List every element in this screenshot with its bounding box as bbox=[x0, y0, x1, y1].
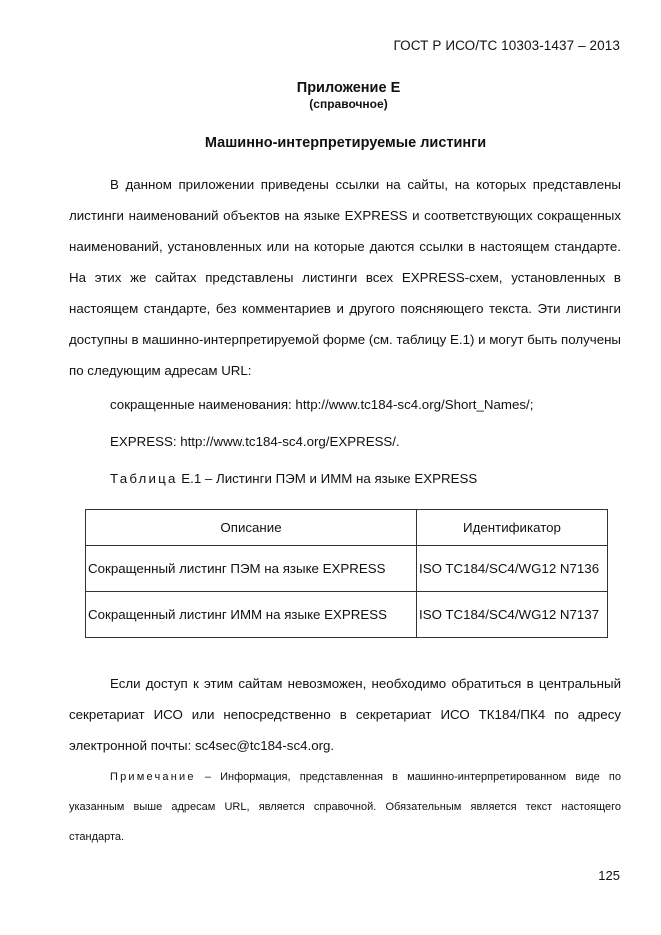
appendix-subtitle: (справочное) bbox=[309, 97, 388, 111]
note-text: – Информация, представленная в машинно-интерпретированном виде по указанным выше адресам URL, является справочной. Обязательным является текст настоящего стандарта. bbox=[69, 771, 621, 843]
table-header-row bbox=[86, 510, 608, 546]
table-caption bbox=[110, 471, 477, 486]
paragraph-intro-text: В данном приложении приведены ссылки на сайты, на которых представлены листинги наименований объектов на языке EXPRESS и соответствующих сокращенных наименований, установленных или на которые даются ссылки в настоящем стандарте. На этих же сайтах представлены листинги всех EXPRESS-схем, установленных в настоящем стандарте, без комментариев и другого поясняющего текста. Эти листинги доступны в машинно-интерпретируемой форме (см. таблицу Е.1) и могут быть получены по следующим адресам URL: bbox=[69, 177, 621, 378]
note-label: Примечание bbox=[110, 771, 196, 783]
note-body bbox=[69, 762, 621, 852]
column-header-identifier: Идентификатор bbox=[417, 510, 608, 546]
table-caption-text: Е.1 – Листинги ПЭМ и ИММ на языке EXPRESS bbox=[181, 471, 478, 486]
paragraph-contact-text: Если доступ к этим сайтам невозможен, необходимо обратиться в центральный секретариат ИСО или непосредственно в секретариат ИСО ТК184/ПК4 по адресу электронной почты: sc4sec@tc184-sc4.org. bbox=[69, 676, 621, 753]
listings-table bbox=[85, 509, 608, 638]
table-caption-word: Таблица bbox=[110, 471, 178, 486]
table-row bbox=[86, 592, 608, 638]
cell-description: Сокращенный листинг ИММ на языке EXPRESS bbox=[86, 592, 417, 638]
url-express: EXPRESS: http://www.tc184-sc4.org/EXPRESS/. bbox=[110, 434, 400, 449]
cell-description: Сокращенный листинг ПЭМ на языке EXPRESS bbox=[86, 546, 417, 592]
paragraph-contact bbox=[69, 668, 621, 761]
page-number: 125 bbox=[598, 868, 620, 883]
table-row bbox=[86, 546, 608, 592]
paragraph-intro bbox=[69, 169, 621, 386]
url-short-names: сокращенные наименования: http://www.tc184-sc4.org/Short_Names/; bbox=[110, 397, 534, 412]
standard-code: ГОСТ Р ИСО/ТС 10303-1437 – 2013 bbox=[393, 38, 620, 53]
cell-identifier: ISO TC184/SC4/WG12 N7136 bbox=[417, 546, 608, 592]
note bbox=[69, 762, 621, 852]
section-title: Машинно-интерпретируемые листинги bbox=[204, 135, 487, 151]
column-header-description: Описание bbox=[86, 510, 417, 546]
cell-identifier: ISO TC184/SC4/WG12 N7137 bbox=[417, 592, 608, 638]
appendix-title: Приложение Е bbox=[296, 80, 401, 96]
